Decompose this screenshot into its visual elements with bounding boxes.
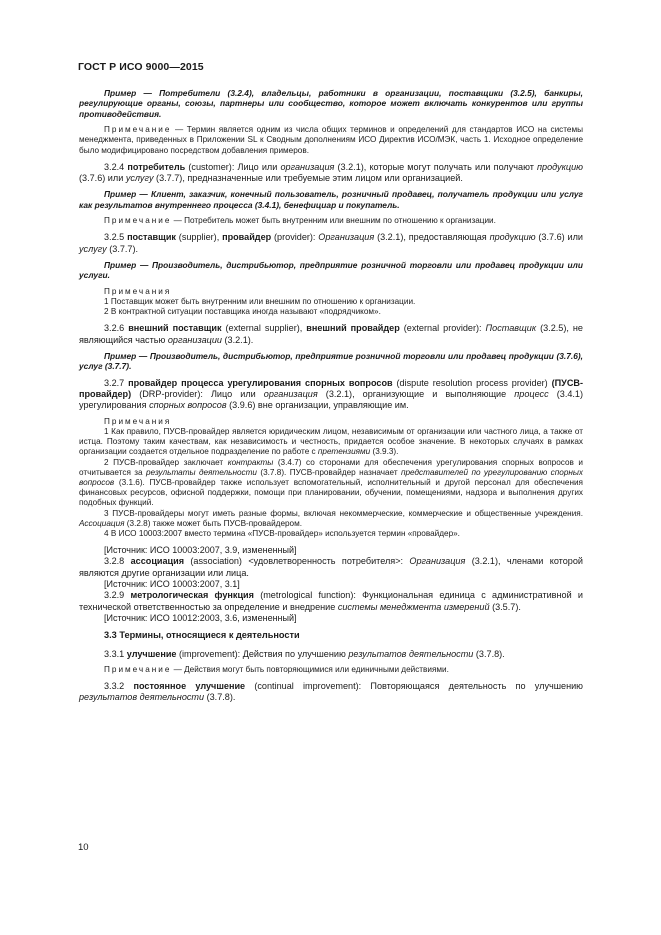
term-ref: Организация — [409, 556, 466, 567]
term-ref: продукцию — [537, 161, 583, 172]
term-def: (3.2.1). — [221, 334, 254, 345]
note-text: 3 ПУСВ-провайдеры могут иметь разные формы, включая некоммерческие, коммерческие и общественные учреждения. — [104, 508, 583, 518]
term-name: ассоциация — [130, 556, 185, 567]
page-number: 10 — [78, 842, 89, 853]
term-number: 3.2.8 — [104, 556, 131, 567]
term-def: Лицо или — [210, 389, 264, 400]
term-def: (3.2.1), которые могут получать или получают — [334, 161, 538, 172]
term-ref: продукцию — [489, 232, 536, 243]
term-number: 3.2.7 — [104, 377, 129, 388]
term-number: 3.2.4 — [104, 161, 128, 172]
term-name: (ПУСВ-провайдер) — [79, 377, 583, 400]
term-def: (3.7.8). — [204, 692, 236, 703]
term-english: (metrological function): — [253, 590, 363, 601]
term-def: Действия по улучшению — [242, 648, 349, 659]
note-item: 1 Поставщик может быть внутренним или внешним по отношению к организации. — [104, 297, 416, 307]
note-item — [79, 458, 583, 509]
note-customer — [79, 216, 583, 226]
term-ref: Поставщик — [485, 323, 537, 334]
term-ref: организации — [167, 334, 222, 345]
notes-heading: Примечания — [104, 286, 172, 296]
note-item — [79, 427, 583, 458]
note-ref: претензиями — [317, 447, 371, 457]
notes-drp-provider — [79, 417, 583, 539]
note-text: (3.9.3). — [370, 447, 399, 457]
term-def: (3.7.6) или — [79, 173, 126, 184]
term-ref: системы менеджмента измерений — [337, 601, 490, 612]
example-supplier: Пример — Производитель, дистрибьютор, предприятие розничной торговли или продавец продукции или услуги. — [79, 260, 583, 281]
source-3-2-7: [Источник: ИСО 10003:2007, 3.9, измененный] — [104, 545, 297, 556]
note-label: Примечание — [104, 125, 172, 135]
term-name: внешний провайдер — [306, 323, 400, 334]
term-name: улучшение — [126, 648, 177, 659]
note-ref: контракты — [227, 457, 274, 467]
term-english: (dispute resolution process provider) — [392, 377, 552, 388]
source-3-2-9: [Источник: ИСО 10012:2003, 3.6, измененный] — [104, 612, 297, 623]
term-def: (3.7.8). — [473, 648, 505, 659]
term-number: 3.3.1 — [104, 648, 127, 659]
term-ref: услугу — [79, 243, 107, 254]
term-name: внешний поставщик — [128, 323, 222, 334]
term-english: (continual improvement): — [245, 681, 371, 692]
term-ref: организация — [263, 389, 318, 400]
term-3-2-7 — [79, 378, 583, 412]
source-3-2-8: [Источник: ИСО 10003:2007, 3.1] — [104, 579, 240, 590]
note-text: (3.2.8) также может быть ПУСВ-провайдером. — [124, 518, 303, 528]
term-english: (external supplier), — [221, 323, 307, 334]
note-text: 1 Как правило, ПУСВ-провайдер является юридическим лицом, независимым от организации или частного лица, а также от истца. Поэтому таким качествам, как независимость и честность, придается особое значение. В некоторых случаях в рамках организации создается отдельное подразделение по работе с — [79, 426, 583, 457]
note-item — [79, 509, 583, 529]
section-heading-3-3: 3.3 Термины, относящиеся к деятельности — [104, 630, 300, 641]
term-3-3-2 — [79, 681, 583, 704]
term-3-2-9 — [79, 590, 583, 613]
note-generic-terms — [79, 125, 583, 156]
term-def: (3.5.7). — [489, 601, 521, 612]
term-english: (association) <удовлетворенность потребителя>: — [184, 556, 410, 567]
notes-heading: Примечания — [104, 416, 172, 426]
example-external-supplier: Пример — Производитель, дистрибьютор, предприятие розничной торговли или продавец продукции (3.7.6), услуг (3.7.7). — [79, 351, 583, 372]
page-content — [79, 88, 583, 709]
term-def: (3.2.1), организующие и выполняющие — [317, 389, 515, 400]
term-ref: спорных вопросов — [149, 400, 227, 411]
term-def: Функциональная единица с административной и технической ответственностью за определение и внедрение — [79, 590, 584, 612]
example-stakeholders: Пример — Потребители (3.2.4), владельцы, работники в организации, поставщики (3.2.5), банкиры, регулирующие органы, союзы, партнеры или сообщество, которое может включать конкурентов или группы противодействия. — [79, 88, 583, 119]
term-number: 3.2.9 — [104, 590, 131, 601]
term-3-2-6 — [79, 323, 583, 346]
term-def: Лицо или — [237, 161, 281, 172]
note-ref: результаты деятельности — [145, 467, 257, 477]
term-english: (improvement): — [176, 648, 243, 659]
term-def: (3.7.7). — [106, 243, 139, 254]
term-ref: процесс — [514, 389, 549, 400]
term-name: постоянное улучшение — [133, 681, 246, 692]
term-name: поставщик — [127, 232, 176, 243]
term-number: 3.2.6 — [104, 323, 129, 334]
term-def: (3.2.1), предоставляющая — [374, 232, 490, 243]
term-number: 3.3.2 — [104, 681, 134, 692]
note-text: (3.1.6). ПУСВ-провайдер также использует вспомогательный, исполнительный и другой персонал для обеспечения финансовых ресурсов, офисной поддержки, помощи при планировании, обучении, помещениями, надзора и выполнения других подобных функций. — [79, 477, 583, 508]
term-ref: результатов деятельности — [348, 648, 474, 659]
term-3-2-4 — [79, 162, 583, 185]
term-3-3-1 — [79, 649, 583, 660]
term-ref: услугу — [125, 173, 154, 184]
example-customer: Пример — Клиент, заказчик, конечный пользователь, розничный продавец, получатель продукции или услуг как результатов внутреннего процесса (3.4.1), бенефициар и покупатель. — [79, 189, 583, 210]
term-name: метрологическая функция — [130, 590, 254, 601]
term-name: провайдер — [222, 232, 272, 243]
note-ref: представителей по урегулированию спорных вопросов — [79, 467, 584, 487]
term-name: провайдер процесса урегулирования спорных вопросов — [128, 377, 393, 388]
term-ref: Организация — [318, 232, 375, 243]
term-def: (3.2.1), членами которой являются другие организации или лица. — [79, 556, 583, 578]
term-number: 3.2.5 — [104, 232, 128, 243]
term-3-2-5 — [79, 232, 583, 255]
note-item: 2 В контрактной ситуации поставщика иногда называют «подрядчиком». — [104, 307, 381, 317]
notes-supplier — [79, 287, 583, 318]
term-english: (provider): — [271, 232, 319, 243]
term-ref: результатов деятельности — [79, 692, 205, 703]
term-english: (external provider): — [399, 323, 486, 334]
note-text: — Действия могут быть повторяющимися или единичными действиями. — [171, 664, 449, 674]
term-3-2-8 — [79, 556, 583, 579]
term-name: потребитель — [127, 161, 186, 172]
note-improvement — [79, 665, 583, 675]
note-text: 2 ПУСВ-провайдер заключает — [104, 457, 228, 467]
term-english: (DRP-provider): — [131, 389, 211, 400]
term-def: (3.7.6) или — [535, 232, 583, 243]
term-def: (3.9.6) вне организации, управляющие им. — [226, 400, 409, 411]
term-def: Повторяющаяся деятельность по улучшению — [370, 681, 584, 692]
note-text: (3.7.8). ПУСВ-провайдер назначает — [256, 467, 401, 477]
note-label: Примечание — [104, 216, 172, 226]
note-text: (3.4.7) со сторонами для обеспечения урегулирования спорных вопросов и отчитывается за — [79, 457, 583, 477]
page-header: ГОСТ Р ИСО 9000—2015 — [78, 61, 204, 73]
term-def: (3.7.7), предназначенные или требуемые этим лицом или организацией. — [153, 173, 463, 184]
note-label: Примечание — [104, 664, 172, 674]
note-text: — Потребитель может быть внутренним или внешним по отношению к организации. — [171, 216, 496, 226]
term-def: (3.2.5), не являющийся частью — [79, 323, 583, 345]
term-ref: организация — [280, 161, 335, 172]
note-text: — Термин является одним из числа общих терминов и определений для стандартов ИСО на системы менеджмента, приведенных в Приложении SL к Сводным дополнениям ИСО Директив ИСО/МЭК, часть 1. Исходное определение было модифицировано посредством добавления примеров. — [79, 125, 583, 155]
term-def: (3.4.1) урегулирования — [79, 389, 584, 411]
note-item: 4 В ИСО 10003:2007 вместо термина «ПУСВ-провайдер» используется термин «провайдер». — [104, 528, 460, 538]
term-english: (customer): — [185, 161, 238, 172]
term-english: (supplier), — [175, 232, 223, 243]
note-ref: Ассоциация — [79, 518, 125, 528]
